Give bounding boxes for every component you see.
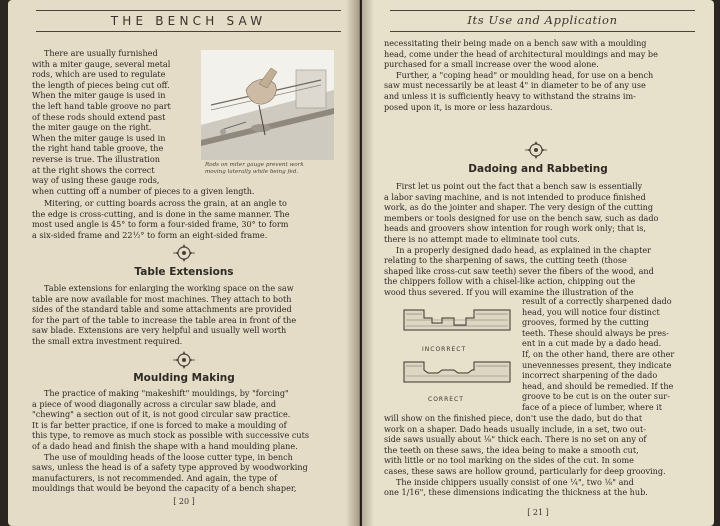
text-line: ent in a cut made by a dado head. — [522, 338, 662, 349]
text-line: Table extensions for enlarging the working space on the saw — [44, 283, 294, 293]
text-line: When the miter gauge is used in — [32, 90, 166, 101]
text-line: most used angle is 45° to form a four-sided frame, 30° to form — [32, 219, 289, 230]
page-number-right: [ 21 ] — [527, 508, 549, 517]
table-extensions-heading: Table Extensions — [134, 266, 234, 278]
book-gutter — [346, 0, 374, 526]
header-rule-top — [36, 10, 341, 11]
text-line: face of a piece of lumber, where it — [522, 401, 663, 412]
dado-cut-diagram-art — [402, 300, 512, 410]
text-line: posed upon it, is more or less hazardous. — [384, 101, 553, 112]
text-line: the chippers follow with a chisel-like action, chipping out the — [384, 276, 636, 287]
caption-line: Rods on miter gauge prevent work — [205, 162, 304, 168]
text-line: for the part of the table to increase the table area in front of the — [32, 314, 297, 325]
text-line: the edge is cross-cutting, and is done in the same manner. The — [32, 208, 290, 219]
saw-blade-ornament-icon — [173, 349, 195, 371]
text-line: purchased for a small increase over the wood alone. — [384, 59, 599, 70]
right-running-head — [390, 10, 695, 32]
correct-label: CORRECT — [428, 396, 464, 403]
text-line: a piece of wood diagonally across a circular saw blade, and — [32, 398, 277, 409]
text-line: "chewing" a section out of it, is not good circular saw practice. — [32, 409, 291, 420]
text-line: unevennesses present, they indicate — [522, 359, 672, 370]
text-line: Mitering, or cutting boards across the grain, at an angle to — [44, 198, 287, 208]
text-line: shaped like cross-cut saw teeth) sever the fibers of the wood, and — [384, 265, 654, 276]
text-line: the small extra investment required. — [32, 335, 183, 346]
text-line: saw blade. Extensions are very helpful and usually well worth — [32, 325, 287, 336]
header-rule-top — [390, 10, 695, 11]
dado-result-column — [522, 296, 674, 413]
text-line: when cutting off a number of pieces to a given length. — [32, 185, 255, 196]
text-line: grooves, formed by the cutting — [522, 317, 649, 328]
text-line: groove to be cut is on the outer sur- — [522, 391, 670, 402]
architectural-mouldings-paragraph — [384, 38, 658, 112]
text-line: teeth. These should always be pres- — [522, 327, 669, 338]
text-line: the teeth on these saws, the idea being to make a smooth cut, — [384, 444, 639, 455]
text-line: at the right shows the correct — [32, 164, 155, 175]
text-line: saws, unless the head is of a safety type approved by woodworking — [32, 462, 308, 473]
moulding-paragraph — [32, 388, 309, 494]
text-line: saw must necessarily be at least 4" in diameter to be of any use — [384, 80, 646, 91]
text-line: the miter gauge on the right. — [32, 122, 152, 133]
right-page — [362, 0, 714, 526]
text-line: side saws usually about ⅛" thick each. There is no set on any of — [384, 434, 647, 445]
text-line: and unless it is sufficiently heavy to withstand the strains im- — [384, 90, 636, 101]
text-line: with a miter gauge, several metal — [32, 58, 171, 69]
text-line: When the miter gauge is used in — [32, 132, 166, 143]
page-number-left: [ 20 ] — [173, 497, 195, 506]
text-line: wood thus severed. If you will examine the illustration of the — [384, 286, 634, 297]
text-line: the right hand table groove, the — [32, 143, 164, 154]
right-running-head-text: Its Use and Application — [467, 13, 618, 27]
dadoing-heading: Dadoing and Rabbeting — [468, 163, 608, 175]
text-line: with little or no tool marking on the sides of the cut. In some — [384, 455, 634, 466]
text-line: the left hand table groove no part — [32, 100, 171, 111]
text-line: manufacturers, is not recommended. And again, the type of — [32, 472, 278, 483]
text-line: sides of the standard table and some attachments are provided — [32, 304, 292, 315]
moulding-making-heading: Moulding Making — [133, 372, 235, 384]
left-running-head-text: THE BENCH SAW — [110, 14, 267, 28]
text-line: It is far better practice, if one is forced to make a moulding of — [32, 419, 287, 430]
text-line: If, on the other hand, there are other — [522, 348, 675, 359]
text-line: a labor saving machine, and is not intended to produce finished — [384, 191, 646, 202]
text-line: head, you will notice four distinct — [522, 306, 660, 317]
text-line: will show on the finished piece, don't use the dado, but do that — [384, 413, 643, 423]
text-line: heads and groovers show intention for rough work only; that is, — [384, 223, 646, 234]
text-line: result of a correctly sharpened dado — [522, 296, 672, 306]
text-line: reverse is true. The illustration — [32, 153, 160, 164]
text-line: way of using these gauge rods, — [32, 175, 160, 186]
text-line: of a dado head and finish the shape with a hand moulding plane. — [32, 440, 298, 451]
left-page — [8, 0, 360, 526]
header-rule-bottom — [390, 31, 695, 32]
text-line: necessitating their being made on a bench saw with a moulding — [384, 38, 647, 48]
text-line: mouldings that would be beyond the capacity of a bench shaper, — [32, 483, 297, 494]
text-line: There are usually furnished — [44, 48, 158, 58]
text-line: head, and should be remedied. If the — [522, 380, 674, 391]
header-rule-bottom — [36, 31, 341, 32]
text-line: of these rods should extend past — [32, 111, 166, 122]
text-line: there is no attempt made to eliminate tool cuts. — [384, 233, 580, 244]
text-line: table are now available for most machines. They attach to both — [32, 293, 292, 304]
mitering-paragraph — [32, 198, 290, 240]
caption-line: moving laterally while being fed. — [205, 169, 299, 175]
text-line: one 1/16", these dimensions indicating the thickness at the hub. — [384, 487, 648, 498]
text-line: relating to the sharpening of saws, the cutting teeth (those — [384, 255, 627, 266]
text-line: this type, to remove as much stock as possible with successive cuts — [32, 430, 310, 441]
text-line: The use of moulding heads of the loose cutter type, in bench — [44, 451, 293, 462]
text-line: cases, these saws are hollow ground, particularly for deep grooving. — [384, 465, 666, 476]
text-line: the length of pieces being cut off. — [32, 79, 170, 90]
text-line: rods, which are used to regulate — [32, 69, 166, 80]
dadoing-paragraph — [384, 181, 658, 298]
gauge-rods-paragraph — [32, 48, 255, 196]
text-line: The inside chippers usually consist of one ¼", two ⅛" and — [396, 476, 634, 487]
saw-blade-ornament-icon — [173, 242, 195, 264]
text-line: work, as do the jointer and shaper. The very design of the cutting — [384, 202, 654, 213]
text-line: incorrect sharpening of the dado — [522, 370, 658, 381]
text-line: a six-sided frame and 22½° to form an eight-sided frame. — [32, 229, 268, 240]
dado-saws-paragraph — [384, 413, 666, 498]
dado-cut-diagram — [402, 300, 512, 410]
text-line: members or tools designed for use on the bench saw, such as dado — [384, 212, 659, 223]
text-line: Further, a "coping head" or moulding head, for use on a bench — [396, 69, 654, 80]
left-running-head — [36, 10, 341, 32]
text-line: In a properly designed dado head, as explained in the chapter — [396, 244, 652, 255]
saw-blade-ornament-icon — [525, 139, 547, 161]
table-extensions-paragraph — [32, 283, 296, 347]
text-line: work on a shaper. Dado heads usually include, in a set, two out- — [384, 423, 646, 434]
text-line: The practice of making "makeshift" mouldings, by "forcing" — [44, 388, 289, 398]
incorrect-label: INCORRECT — [422, 346, 467, 353]
text-line: First let us point out the fact that a bench saw is essentially — [396, 181, 643, 191]
text-line: head, come under the head of architectural mouldings and may be — [384, 48, 658, 59]
